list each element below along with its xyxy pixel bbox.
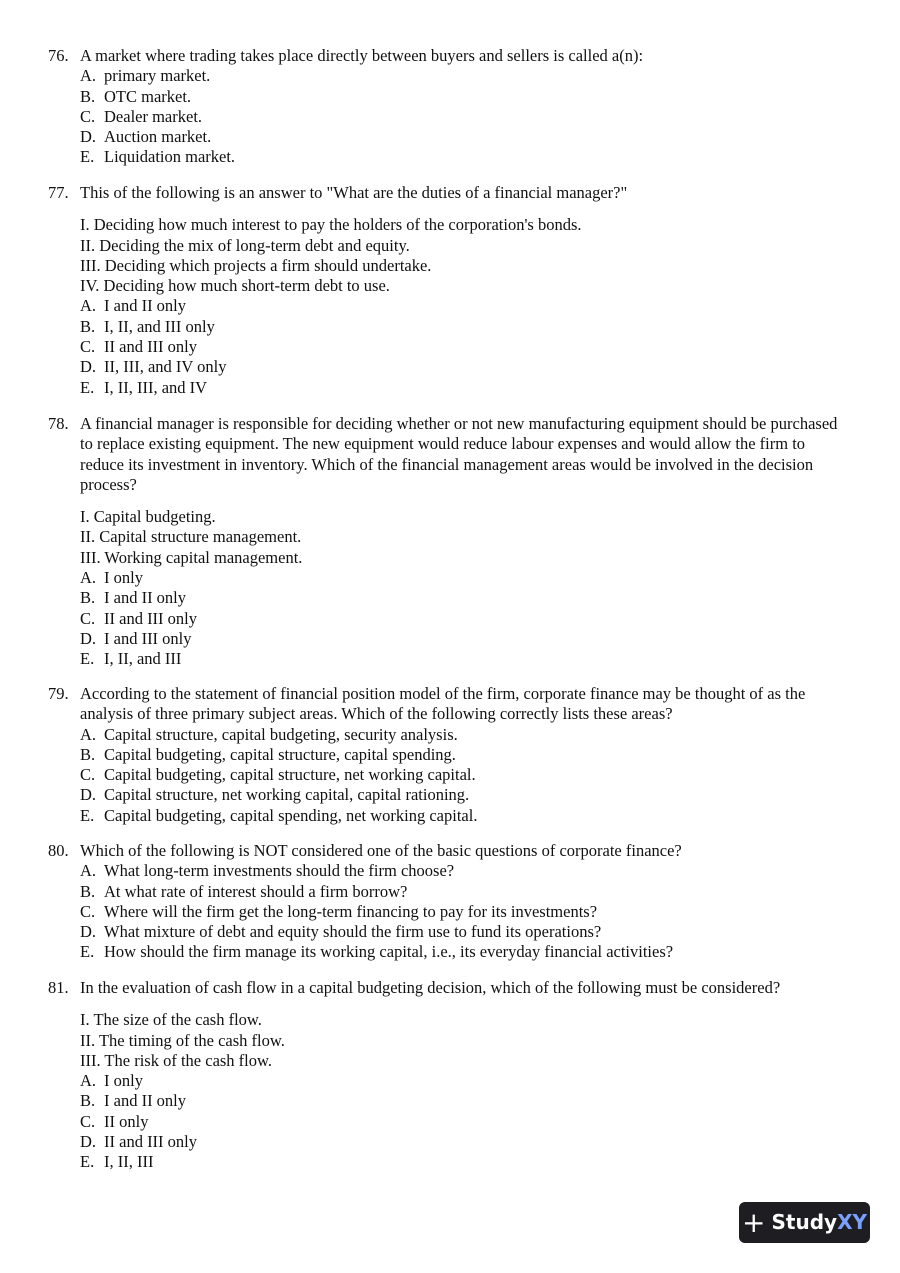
option-letter: D. [80, 1132, 97, 1152]
option-b [80, 745, 848, 765]
option-b [80, 588, 848, 608]
option-text: II only [104, 1111, 149, 1131]
question-81 [48, 978, 848, 1173]
statement-list [48, 215, 848, 296]
badge-word-study: Study [771, 1210, 838, 1235]
question-80 [48, 841, 848, 963]
option-a [80, 861, 848, 881]
option-letter: B. [80, 881, 96, 901]
question-text: Which of the following is NOT considered one of the basic questions of corporate finance? [80, 841, 682, 860]
answer-options [48, 296, 848, 397]
option-c [80, 107, 848, 127]
option-letter: D. [80, 357, 97, 377]
option-letter: E. [80, 805, 95, 825]
statement-item: II. The timing of the cash flow. [80, 1030, 285, 1050]
answer-options [48, 1071, 848, 1172]
statement-item: II. Deciding the mix of long-term debt and equity. [80, 235, 410, 255]
option-text: I only [104, 568, 143, 588]
option-letter: D. [80, 922, 97, 942]
option-text: I and II only [104, 588, 187, 608]
option-e [80, 806, 848, 826]
option-letter: A. [80, 861, 97, 881]
option-letter: E. [80, 147, 95, 167]
option-letter: B. [80, 744, 96, 764]
question-text: A financial manager is responsible for deciding whether or not new manufacturing equipment should be purchased to replace existing equipment. The new equipment would reduce labour expenses and would allow the firm to reduce its investment in inventory. Which of the financial management areas would be involved in the decision process? [80, 414, 838, 494]
statement-item: I. The size of the cash flow. [80, 1010, 262, 1030]
question-text: This of the following is an answer to "What are the duties of a financial manager?" [80, 183, 628, 202]
option-text: I and II only [104, 296, 187, 316]
question-number: 79. [48, 684, 69, 703]
option-letter: D. [80, 628, 97, 648]
option-letter: A. [80, 724, 97, 744]
statement-item: IV. Deciding how much short-term debt to use. [80, 276, 390, 296]
statement-list [48, 507, 848, 568]
question-text: A market where trading takes place directly between buyers and sellers is called a(n): [80, 46, 644, 65]
question-78 [48, 414, 848, 670]
option-text: II and III only [104, 337, 198, 357]
studyxy-badge[interactable] [739, 1202, 870, 1243]
answer-options [48, 568, 848, 669]
option-text: Capital structure, net working capital, capital rationing. [104, 785, 470, 805]
question-stem [48, 841, 848, 861]
option-letter: E. [80, 1152, 95, 1172]
option-text: I, II, III, and IV [104, 377, 208, 397]
option-d [80, 922, 848, 942]
option-letter: E. [80, 377, 95, 397]
option-letter: A. [80, 296, 97, 316]
option-letter: C. [80, 765, 96, 785]
option-letter: D. [80, 127, 97, 147]
statement-item: III. The risk of the cash flow. [80, 1050, 272, 1070]
question-text: According to the statement of financial position model of the firm, corporate finance may be thought of as the analysis of three primary subject areas. Which of the following correctly lists these areas? [80, 684, 806, 724]
option-c [80, 609, 848, 629]
statement-item: II. Capital structure management. [80, 527, 302, 547]
option-letter: C. [80, 608, 96, 628]
option-letter: E. [80, 942, 95, 962]
option-c [80, 765, 848, 785]
option-a [80, 725, 848, 745]
option-text: I, II, and III only [104, 316, 215, 336]
option-a [80, 66, 848, 86]
answer-options [48, 861, 848, 962]
question-number: 80. [48, 841, 69, 860]
question-number: 76. [48, 46, 69, 65]
statement-item: III. Deciding which projects a firm should undertake. [80, 255, 432, 275]
option-b [80, 317, 848, 337]
question-stem [48, 414, 848, 495]
option-text: II, III, and IV only [104, 357, 227, 377]
option-text: At what rate of interest should a firm borrow? [104, 881, 408, 901]
question-stem [48, 183, 848, 203]
option-c [80, 902, 848, 922]
option-e [80, 147, 848, 167]
option-c [80, 1112, 848, 1132]
option-text: Auction market. [104, 127, 212, 147]
option-letter: B. [80, 316, 96, 336]
option-letter: C. [80, 901, 96, 921]
option-letter: B. [80, 1091, 96, 1111]
question-number: 78. [48, 414, 69, 433]
option-letter: A. [80, 1071, 97, 1091]
statement-list [48, 1010, 848, 1071]
option-a [80, 296, 848, 316]
option-text: Where will the firm get the long-term financing to pay for its investments? [104, 901, 598, 921]
option-text: I, II, and III [104, 649, 182, 669]
option-text: I only [104, 1071, 143, 1091]
question-79 [48, 684, 848, 826]
answer-options [48, 66, 848, 167]
option-d [80, 629, 848, 649]
question-stem [48, 684, 848, 725]
option-d [80, 785, 848, 805]
option-text: Capital budgeting, capital spending, net working capital. [104, 805, 478, 825]
option-text: What mixture of debt and equity should the firm use to fund its operations? [104, 922, 602, 942]
option-text: Capital budgeting, capital structure, capital spending. [104, 744, 456, 764]
option-letter: B. [80, 588, 96, 608]
question-number: 81. [48, 978, 69, 997]
option-e [80, 649, 848, 669]
statement-item: III. Working capital management. [80, 547, 303, 567]
question-number: 77. [48, 183, 69, 202]
question-text: In the evaluation of cash flow in a capital budgeting decision, which of the following must be considered? [80, 978, 781, 997]
badge-word-xy: XY [837, 1210, 867, 1235]
option-text: Capital budgeting, capital structure, net working capital. [104, 765, 476, 785]
option-a [80, 1071, 848, 1091]
option-d [80, 357, 848, 377]
option-d [80, 127, 848, 147]
option-text: I, II, III [104, 1152, 154, 1172]
option-text: Capital structure, capital budgeting, security analysis. [104, 724, 458, 744]
statement-item: I. Deciding how much interest to pay the holders of the corporation's bonds. [80, 215, 582, 235]
option-b [80, 1091, 848, 1111]
option-letter: C. [80, 337, 96, 357]
option-letter: B. [80, 86, 96, 106]
option-text: I and III only [104, 628, 192, 648]
option-text: I and II only [104, 1091, 187, 1111]
option-text: OTC market. [104, 86, 192, 106]
option-text: What long-term investments should the firm choose? [104, 861, 455, 881]
option-d [80, 1132, 848, 1152]
option-a [80, 568, 848, 588]
option-c [80, 337, 848, 357]
option-text: How should the firm manage its working capital, i.e., its everyday financial activities? [104, 942, 674, 962]
option-letter: A. [80, 568, 97, 588]
option-text: II and III only [104, 608, 198, 628]
option-text: Dealer market. [104, 106, 203, 126]
question-stem [48, 46, 848, 66]
option-letter: A. [80, 66, 97, 86]
option-e [80, 1152, 848, 1172]
option-letter: D. [80, 785, 97, 805]
option-text: Liquidation market. [104, 147, 236, 167]
option-text: II and III only [104, 1132, 198, 1152]
option-e [80, 378, 848, 398]
option-letter: C. [80, 106, 96, 126]
option-e [80, 942, 848, 962]
question-76 [48, 46, 848, 168]
question-stem [48, 978, 848, 998]
plus-icon: + [742, 1205, 766, 1239]
option-text: primary market. [104, 66, 211, 86]
option-b [80, 882, 848, 902]
answer-options [48, 725, 848, 826]
question-77 [48, 183, 848, 398]
option-letter: E. [80, 649, 95, 669]
statement-item: I. Capital budgeting. [80, 507, 216, 527]
option-letter: C. [80, 1111, 96, 1131]
option-b [80, 87, 848, 107]
